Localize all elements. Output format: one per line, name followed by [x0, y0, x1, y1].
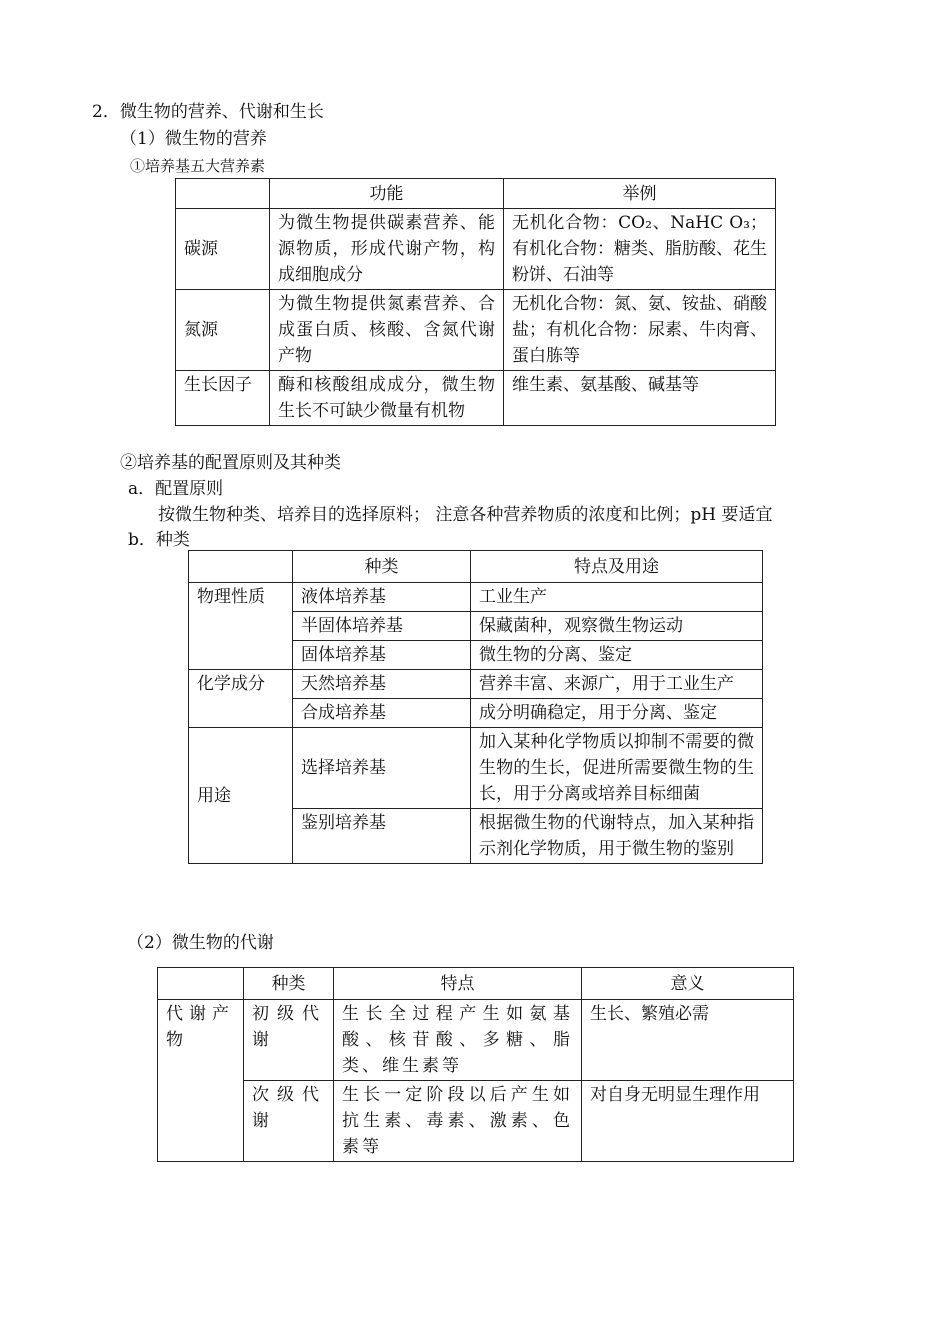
type-cell: 鉴别培养基 [293, 809, 471, 864]
table-header: 功能 [270, 179, 504, 209]
nutrients-table [175, 178, 776, 426]
table-row [176, 209, 776, 290]
desc-cell: 微生物的分离、鉴定 [471, 641, 763, 670]
table-header [189, 551, 293, 583]
table-row [176, 371, 776, 426]
table-header: 特点 [334, 968, 582, 1000]
table-header: 特点及用途 [471, 551, 763, 583]
table-header: 种类 [293, 551, 471, 583]
desc-cell: 成分明确稳定，用于分离、鉴定 [471, 699, 763, 728]
table-row [176, 290, 776, 371]
principle-text: 按微生物种类、培养目的选择原料； 注意各种营养物质的浓度和比例；pH 要适宜 [158, 505, 773, 525]
table-row [189, 670, 763, 699]
type-cell: 选择培养基 [293, 728, 471, 809]
type-cell: 液体培养基 [293, 583, 471, 612]
nutrients-subheading: ①培养基五大营养素 [130, 157, 266, 175]
nutrient-name: 生长因子 [176, 371, 270, 426]
section-title: 2．微生物的营养、代谢和生长 [92, 102, 324, 122]
nutrient-example: 无机化合物：氮、氨、铵盐、硝酸盐；有机化合物：尿素、牛肉膏、蛋白胨等 [504, 290, 776, 371]
type-cell: 半固体培养基 [293, 612, 471, 641]
types-label: b．种类 [128, 530, 190, 550]
nutrient-name: 氮源 [176, 290, 270, 371]
metabolism-table [157, 967, 794, 1162]
table-header: 种类 [244, 968, 334, 1000]
nutrient-name: 碳源 [176, 209, 270, 290]
meaning-cell: 对自身无明显生理作用 [582, 1081, 794, 1162]
table-row [158, 1000, 794, 1081]
nutrient-example: 无机化合物：CO₂、NaHC O₃；有机化合物：糖类、脂肪酸、花生粉饼、石油等 [504, 209, 776, 290]
desc-cell: 工业生产 [471, 583, 763, 612]
category-cell: 代谢产物 [158, 1000, 244, 1162]
desc-cell: 加入某种化学物质以抑制不需要的微生物的生长，促进所需要微生物的生长，用于分离或培养目标细菌 [471, 728, 763, 809]
category-cell: 物理性质 [189, 583, 293, 670]
metabolism-heading: （2）微生物的代谢 [127, 933, 274, 953]
nutrition-heading: （1）微生物的营养 [120, 129, 267, 149]
nutrient-function: 为微生物提供氮素营养、合成蛋白质、核酸、含氮代谢产物 [270, 290, 504, 371]
type-cell: 天然培养基 [293, 670, 471, 699]
desc-cell: 根据微生物的代谢特点，加入某种指示剂化学物质，用于微生物的鉴别 [471, 809, 763, 864]
type-cell: 初级代谢 [244, 1000, 334, 1081]
table-header [158, 968, 244, 1000]
feature-cell: 生长全过程产生如氨基酸、核苷酸、多糖、脂类、维生素等 [334, 1000, 582, 1081]
category-cell: 用途 [189, 728, 293, 864]
principle-label: a．配置原则 [128, 479, 224, 499]
table-header: 举例 [504, 179, 776, 209]
category-cell: 化学成分 [189, 670, 293, 728]
table-row [189, 583, 763, 612]
table-header [176, 179, 270, 209]
type-cell: 次级代谢 [244, 1081, 334, 1162]
medium-types-table [188, 550, 763, 864]
table-row [158, 1081, 794, 1162]
type-cell: 合成培养基 [293, 699, 471, 728]
table-row [189, 728, 763, 809]
medium-subheading: ②培养基的配置原则及其种类 [120, 453, 341, 473]
table-header: 意义 [582, 968, 794, 1000]
desc-cell: 保藏菌种，观察微生物运动 [471, 612, 763, 641]
nutrient-function: 为微生物提供碳素营养、能源物质，形成代谢产物，构成细胞成分 [270, 209, 504, 290]
nutrient-function: 酶和核酸组成成分，微生物生长不可缺少微量有机物 [270, 371, 504, 426]
type-cell: 固体培养基 [293, 641, 471, 670]
meaning-cell: 生长、繁殖必需 [582, 1000, 794, 1081]
feature-cell: 生长一定阶段以后产生如抗生素、毒素、激素、色素等 [334, 1081, 582, 1162]
desc-cell: 营养丰富、来源广，用于工业生产 [471, 670, 763, 699]
nutrient-example: 维生素、氨基酸、碱基等 [504, 371, 776, 426]
